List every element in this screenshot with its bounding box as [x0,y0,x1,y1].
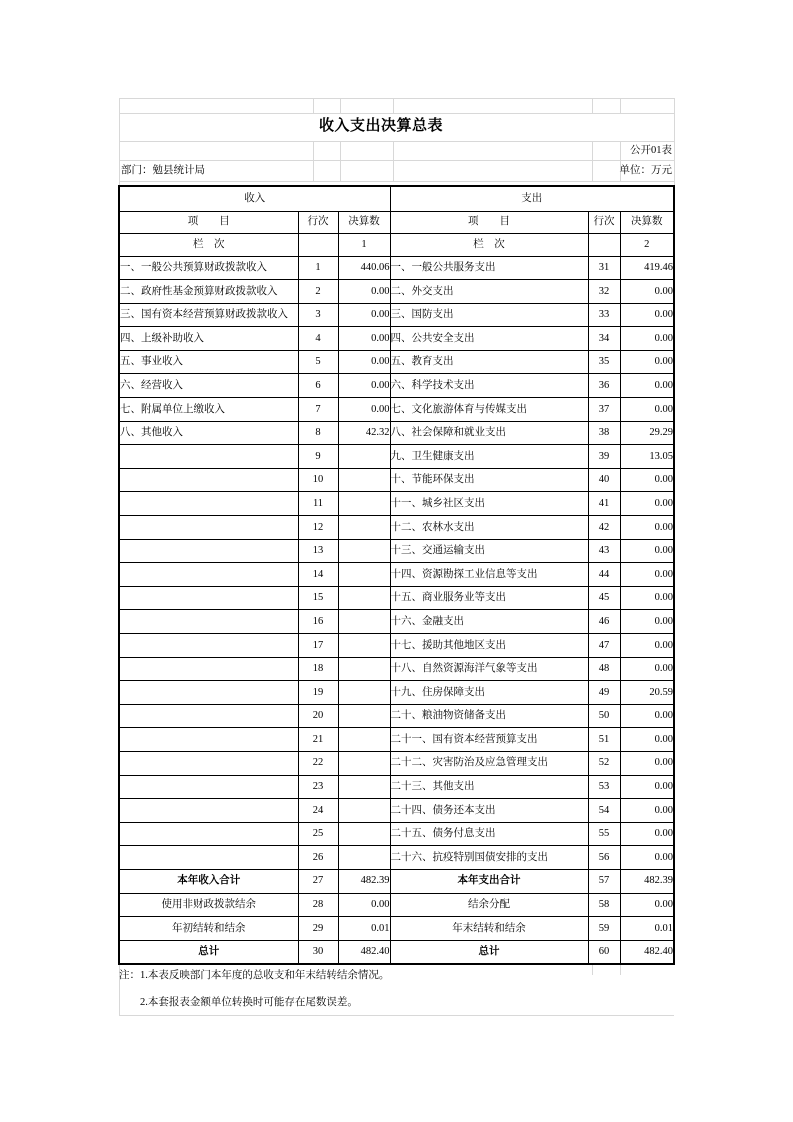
income-rowno-cell: 13 [298,539,338,563]
income-rowno-cell: 26 [298,846,338,870]
expense-amount-cell: 0.00 [620,327,674,351]
expense-rowno-cell: 39 [588,445,620,469]
expense-amount-cell: 482.40 [620,940,674,964]
expense-item-cell: 三、国防支出 [390,303,588,327]
expense-amount-cell: 0.00 [620,374,674,398]
expense-rowno-cell: 52 [588,751,620,775]
expense-colindex-label: 栏 次 [390,233,588,256]
income-amount-cell [338,516,390,540]
income-item-cell [119,516,298,540]
income-amount-cell: 0.00 [338,327,390,351]
income-rowno-cell: 2 [298,280,338,304]
expense-rowno-column-header: 行次 [588,211,620,233]
expense-rowno-cell: 57 [588,869,620,893]
income-colindex-value: 1 [338,233,390,256]
income-item-cell [119,846,298,870]
income-rowno-cell: 22 [298,751,338,775]
income-item-cell: 使用非财政拨款结余 [119,893,298,917]
expense-amount-cell: 0.00 [620,751,674,775]
income-rowno-cell: 15 [298,586,338,610]
expense-rowno-cell: 31 [588,256,620,280]
expense-rowno-cell: 59 [588,917,620,941]
expense-item-cell: 一、一般公共服务支出 [390,256,588,280]
data-row [119,445,674,469]
income-rowno-cell: 10 [298,468,338,492]
data-row [119,634,674,658]
sheet-gridline [119,98,674,99]
data-row [119,327,674,351]
expense-rowno-cell: 38 [588,421,620,445]
expense-rowno-cell: 33 [588,303,620,327]
income-section-header: 收入 [119,186,390,211]
sheet-gridline [340,141,341,181]
data-row [119,350,674,374]
sheet-gridline [313,141,314,181]
income-amount-cell: 440.06 [338,256,390,280]
data-row [119,280,674,304]
income-item-cell [119,634,298,658]
income-item-cell [119,445,298,469]
income-rowno-cell: 29 [298,917,338,941]
income-rowno-cell: 20 [298,704,338,728]
data-row [119,846,674,870]
income-rowno-cell: 14 [298,563,338,587]
income-amount-cell: 0.00 [338,374,390,398]
income-item-cell [119,775,298,799]
expense-rowno-cell: 53 [588,775,620,799]
footnote-2: 2.本套报表金额单位转换时可能存在尾数误差。 [140,997,358,1008]
expense-amount-cell: 0.01 [620,917,674,941]
expense-item-cell: 二十、粮油物资储备支出 [390,704,588,728]
sheet-gridline [119,1015,674,1016]
expense-amount-cell: 0.00 [620,846,674,870]
expense-item-cell: 九、卫生健康支出 [390,445,588,469]
expense-item-cell: 五、教育支出 [390,350,588,374]
expense-amount-cell: 0.00 [620,516,674,540]
income-item-cell: 一、一般公共预算财政拨款收入 [119,256,298,280]
sheet-gridline [620,965,621,975]
expense-item-cell: 四、公共安全支出 [390,327,588,351]
expense-rowno-cell: 34 [588,327,620,351]
income-colindex-label: 栏 次 [119,233,298,256]
expense-item-cell: 十七、援助其他地区支出 [390,634,588,658]
income-rowno-cell: 6 [298,374,338,398]
expense-item-cell: 年末结转和结余 [390,917,588,941]
sheet-gridline [620,98,621,113]
expense-item-cell: 十、节能环保支出 [390,468,588,492]
income-item-cell [119,539,298,563]
data-row [119,586,674,610]
income-rowno-cell: 7 [298,398,338,422]
total-row [119,893,674,917]
expense-item-cell: 结余分配 [390,893,588,917]
total-row [119,869,674,893]
expense-item-cell: 十六、金融支出 [390,610,588,634]
table-header [119,186,674,256]
income-amount-cell: 0.01 [338,917,390,941]
income-rowno-cell: 21 [298,728,338,752]
income-amount-cell [338,539,390,563]
income-rowno-column-header: 行次 [298,211,338,233]
income-amount-cell [338,799,390,823]
expense-item-cell: 二十二、灾害防治及应急管理支出 [390,751,588,775]
expense-amount-cell: 482.39 [620,869,674,893]
accounts-table [118,185,675,965]
expense-amount-cell: 0.00 [620,657,674,681]
income-amount-cell [338,468,390,492]
expense-rowno-cell: 45 [588,586,620,610]
expense-item-cell: 十三、交通运输支出 [390,539,588,563]
data-row [119,516,674,540]
income-item-cell: 总计 [119,940,298,964]
department-label: 部门：勉县统计局 [121,165,205,176]
data-row [119,539,674,563]
expense-rowno-cell: 47 [588,634,620,658]
expense-item-cell: 六、科学技术支出 [390,374,588,398]
expense-item-cell: 二十三、其他支出 [390,775,588,799]
income-amount-column-header: 决算数 [338,211,390,233]
expense-amount-cell: 419.46 [620,256,674,280]
table-body [119,256,674,964]
data-row [119,610,674,634]
expense-rowno-cell: 41 [588,492,620,516]
income-item-cell [119,563,298,587]
expense-amount-cell: 0.00 [620,563,674,587]
data-row [119,303,674,327]
total-row [119,917,674,941]
expense-rowno-cell: 44 [588,563,620,587]
expense-item-cell: 总计 [390,940,588,964]
section-header-row [119,186,674,211]
data-row [119,492,674,516]
expense-rowno-cell: 35 [588,350,620,374]
income-item-cell: 六、经营收入 [119,374,298,398]
expense-rowno-cell: 60 [588,940,620,964]
expense-amount-cell: 0.00 [620,586,674,610]
data-row [119,681,674,705]
expense-item-cell: 二、外交支出 [390,280,588,304]
expense-rowno-cell: 37 [588,398,620,422]
expense-item-cell: 二十四、债务还本支出 [390,799,588,823]
income-rowno-cell: 4 [298,327,338,351]
income-amount-cell: 482.40 [338,940,390,964]
expense-rowno-cell: 55 [588,822,620,846]
income-item-cell [119,822,298,846]
income-amount-cell [338,586,390,610]
expense-rowno-cell: 51 [588,728,620,752]
column-header-row [119,211,674,233]
sheet-gridline [592,965,593,975]
expense-rowno-cell: 43 [588,539,620,563]
expense-item-cell: 二十六、抗疫特别国债安排的支出 [390,846,588,870]
income-amount-cell [338,846,390,870]
sheet-gridline [119,181,674,182]
data-row [119,704,674,728]
income-amount-cell [338,492,390,516]
expense-rowno-cell: 58 [588,893,620,917]
expense-amount-cell: 0.00 [620,728,674,752]
income-rowno-cell: 19 [298,681,338,705]
expense-colindex-value: 2 [620,233,674,256]
income-amount-cell: 0.00 [338,303,390,327]
data-row [119,728,674,752]
income-rowno-cell: 23 [298,775,338,799]
income-rowno-cell: 16 [298,610,338,634]
income-item-cell: 三、国有资本经营预算财政拨款收入 [119,303,298,327]
sheet-gridline [340,98,341,113]
expense-amount-cell: 29.29 [620,421,674,445]
income-item-cell [119,468,298,492]
expense-amount-cell: 0.00 [620,704,674,728]
income-item-cell: 四、上级补助收入 [119,327,298,351]
expense-item-column-header: 项 目 [390,211,588,233]
expense-amount-cell: 0.00 [620,468,674,492]
income-amount-cell [338,445,390,469]
expense-amount-cell: 0.00 [620,822,674,846]
income-item-cell [119,492,298,516]
income-item-column-header: 项 目 [119,211,298,233]
expense-item-cell: 十八、自然资源海洋气象等支出 [390,657,588,681]
expense-amount-cell: 0.00 [620,893,674,917]
data-row [119,799,674,823]
data-row [119,657,674,681]
expense-amount-cell: 13.05 [620,445,674,469]
sheet-gridline [313,98,314,113]
income-rowno-cell: 25 [298,822,338,846]
data-row [119,775,674,799]
expense-amount-cell: 0.00 [620,610,674,634]
income-rowno-cell: 1 [298,256,338,280]
income-amount-cell [338,681,390,705]
income-amount-cell [338,728,390,752]
expense-rowno-cell: 54 [588,799,620,823]
expense-rowno-cell: 40 [588,468,620,492]
expense-amount-cell: 0.00 [620,350,674,374]
expense-rowno-cell: 50 [588,704,620,728]
income-rowno-cell: 5 [298,350,338,374]
income-item-cell [119,704,298,728]
expense-amount-cell: 0.00 [620,398,674,422]
expense-item-cell: 二十五、债务付息支出 [390,822,588,846]
income-item-cell: 七、附属单位上缴收入 [119,398,298,422]
data-row [119,398,674,422]
expense-rowno-cell: 36 [588,374,620,398]
expense-amount-cell: 0.00 [620,799,674,823]
income-rowno-cell: 3 [298,303,338,327]
data-row [119,374,674,398]
data-row [119,421,674,445]
income-rowno-cell: 28 [298,893,338,917]
income-amount-cell: 0.00 [338,893,390,917]
income-rowno-cell: 24 [298,799,338,823]
income-rowno-cell: 18 [298,657,338,681]
data-row [119,563,674,587]
income-amount-cell [338,822,390,846]
unit-label: 单位：万元 [619,165,672,176]
income-amount-cell [338,610,390,634]
data-row [119,256,674,280]
expense-item-cell: 十五、商业服务业等支出 [390,586,588,610]
expense-item-cell: 七、文化旅游体育与传媒支出 [390,398,588,422]
income-colindex-spacer [298,233,338,256]
income-amount-cell: 42.32 [338,421,390,445]
income-item-cell: 本年收入合计 [119,869,298,893]
expense-item-cell: 十九、住房保障支出 [390,681,588,705]
income-item-cell: 八、其他收入 [119,421,298,445]
expense-amount-cell: 0.00 [620,280,674,304]
expense-amount-column-header: 决算数 [620,211,674,233]
expense-amount-cell: 0.00 [620,492,674,516]
income-rowno-cell: 11 [298,492,338,516]
expense-rowno-cell: 46 [588,610,620,634]
expense-amount-cell: 0.00 [620,775,674,799]
income-amount-cell [338,775,390,799]
expense-rowno-cell: 56 [588,846,620,870]
income-amount-cell [338,563,390,587]
expense-amount-cell: 20.59 [620,681,674,705]
income-amount-cell: 0.00 [338,350,390,374]
expense-amount-cell: 0.00 [620,634,674,658]
income-item-cell [119,586,298,610]
expense-rowno-cell: 48 [588,657,620,681]
expense-amount-cell: 0.00 [620,303,674,327]
form-code-label: 公开01表 [630,145,672,156]
expense-item-cell: 八、社会保障和就业支出 [390,421,588,445]
income-amount-cell: 0.00 [338,280,390,304]
income-amount-cell: 482.39 [338,869,390,893]
income-rowno-cell: 8 [298,421,338,445]
expense-amount-cell: 0.00 [620,539,674,563]
total-row [119,940,674,964]
expense-rowno-cell: 42 [588,516,620,540]
income-item-cell: 二、政府性基金预算财政拨款收入 [119,280,298,304]
expense-item-cell: 十二、农林水支出 [390,516,588,540]
income-rowno-cell: 12 [298,516,338,540]
income-item-cell [119,728,298,752]
income-item-cell [119,751,298,775]
income-item-cell [119,681,298,705]
sheet-gridline [592,141,593,181]
income-rowno-cell: 17 [298,634,338,658]
expense-item-cell: 十一、城乡社区支出 [390,492,588,516]
footnote-1: 注：1.本表反映部门本年度的总收支和年末结转结余情况。 [119,970,390,981]
income-amount-cell [338,634,390,658]
sheet-gridline [592,98,593,113]
sheet-gridline [674,98,675,185]
income-amount-cell [338,704,390,728]
income-amount-cell [338,657,390,681]
expense-rowno-cell: 49 [588,681,620,705]
data-row [119,822,674,846]
sheet-gridline [119,141,674,142]
data-row [119,751,674,775]
column-index-row [119,233,674,256]
income-amount-cell [338,751,390,775]
income-rowno-cell: 27 [298,869,338,893]
income-rowno-cell: 30 [298,940,338,964]
income-rowno-cell: 9 [298,445,338,469]
income-item-cell [119,799,298,823]
income-item-cell: 五、事业收入 [119,350,298,374]
income-item-cell: 年初结转和结余 [119,917,298,941]
expense-item-cell: 本年支出合计 [390,869,588,893]
expense-item-cell: 二十一、国有资本经营预算支出 [390,728,588,752]
income-item-cell [119,657,298,681]
expense-colindex-spacer [588,233,620,256]
expense-section-header: 支出 [390,186,674,211]
page-title: 收入支出决算总表 [318,118,443,134]
data-row [119,468,674,492]
income-item-cell [119,610,298,634]
income-amount-cell: 0.00 [338,398,390,422]
sheet-gridline [393,141,394,181]
expense-rowno-cell: 32 [588,280,620,304]
expense-item-cell: 十四、资源勘探工业信息等支出 [390,563,588,587]
sheet-gridline [393,98,394,113]
